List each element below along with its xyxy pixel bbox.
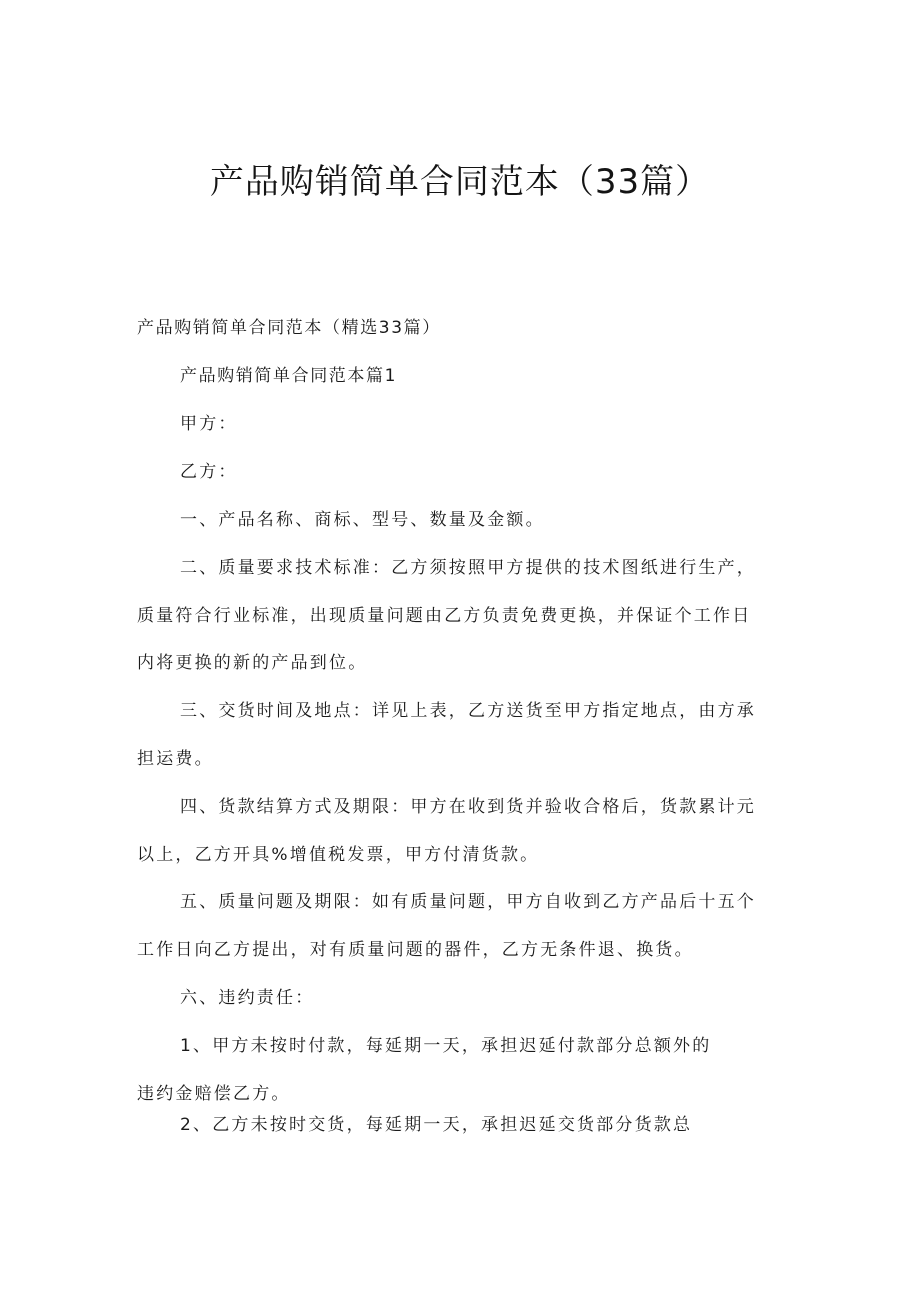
- clause-item-3-line-2: 担运费。: [137, 749, 214, 769]
- document-subtitle: 产品购销简单合同范本（精选33篇）: [137, 318, 441, 338]
- clause-item-5-line-1: 五、质量问题及期限：如有质量问题，甲方自收到乙方产品后十五个: [180, 892, 756, 912]
- document-title: 产品购销简单合同范本（33篇）: [209, 162, 711, 202]
- clause-item-2-line-2: 质量符合行业标准，出现质量问题由乙方负责免费更换，并保证个工作日: [137, 606, 752, 626]
- sub-clause-1-line-1: 1、甲方未按时付款，每延期一天，承担迟延付款部分总额外的: [180, 1036, 712, 1056]
- party-a-label: 甲方：: [180, 414, 238, 434]
- clause-item-6: 六、违约责任：: [180, 988, 315, 1008]
- sub-clause-1-line-2: 违约金赔偿乙方。: [137, 1084, 291, 1104]
- section-heading: 产品购销简单合同范本篇1: [180, 366, 398, 386]
- clause-item-4-line-1: 四、货款结算方式及期限：甲方在收到货并验收合格后，货款累计元: [180, 797, 756, 817]
- clause-item-2-line-1: 二、质量要求技术标准：乙方须按照甲方提供的技术图纸进行生产，: [180, 558, 756, 578]
- clause-item-1: 一、产品名称、商标、型号、数量及金额。: [180, 510, 545, 530]
- clause-item-4-line-2: 以上，乙方开具%增值税发票，甲方付清货款。: [137, 845, 540, 865]
- clause-item-5-line-2: 工作日向乙方提出，对有质量问题的器件，乙方无条件退、换货。: [137, 940, 694, 960]
- sub-clause-2-line-1: 2、乙方未按时交货，每延期一天，承担迟延交货部分货款总: [180, 1115, 693, 1135]
- party-b-label: 乙方：: [180, 462, 238, 482]
- clause-item-3-line-1: 三、交货时间及地点：详见上表，乙方送货至甲方指定地点，由方承: [180, 701, 756, 721]
- clause-item-2-line-3: 内将更换的新的产品到位。: [137, 653, 368, 673]
